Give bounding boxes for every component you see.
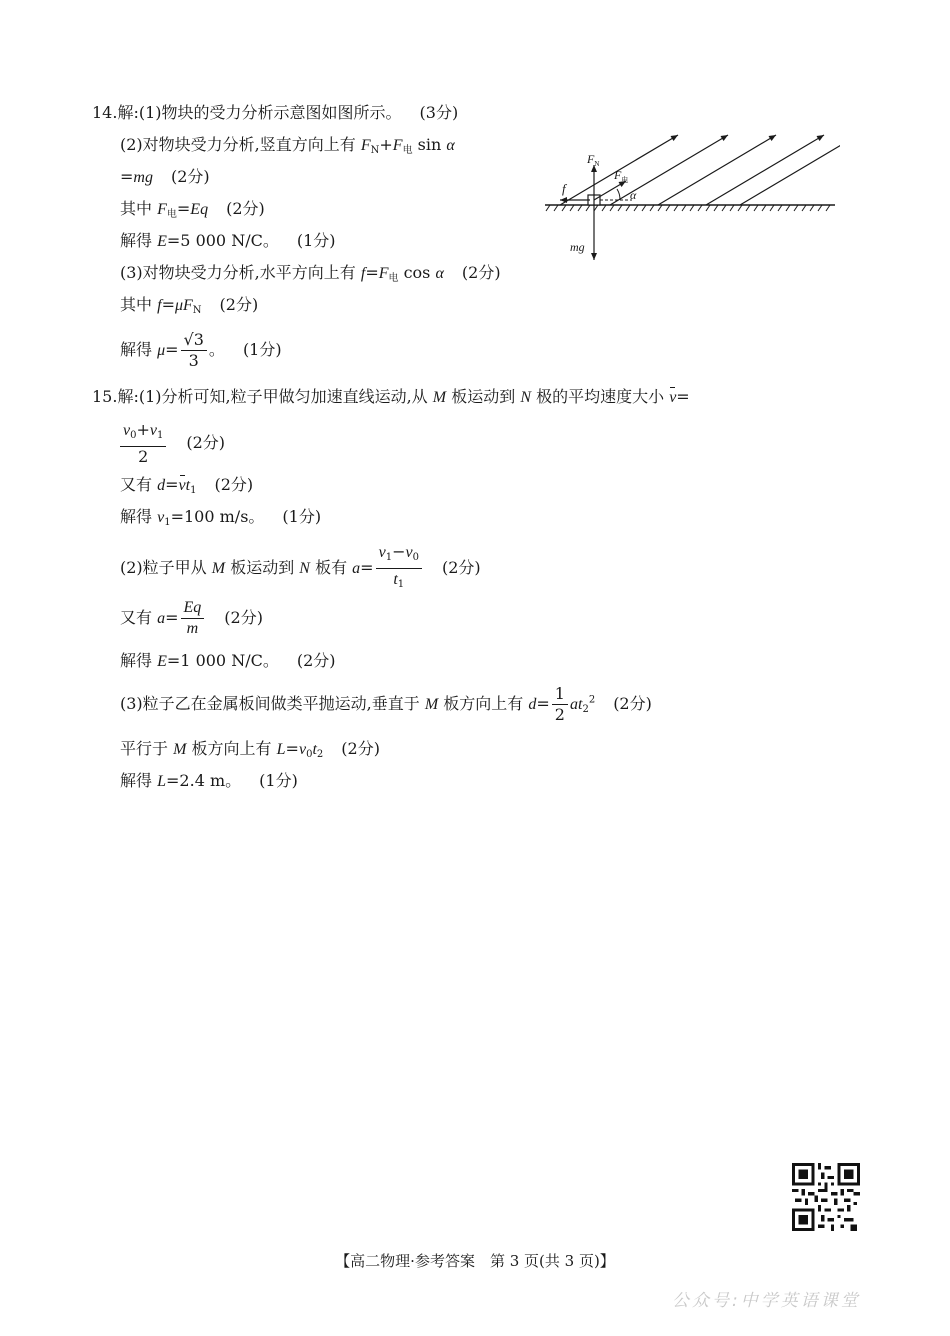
q14-line-1: 14.解:(1)物块的受力分析示意图如图所示。 (3分) [92,103,459,122]
fraction-eq-over-m: $\frac{Eq}{m}$ [181,598,205,639]
q15-line-6: 又有 a= $\frac{Eq}{m}$ (2分) [120,599,263,637]
fraction-v0-plus-v1-over-2: $\frac{v_0+v_1}{2}$ [120,420,166,467]
angle-arc [617,189,620,200]
q14-line-3: =mg (2分) [120,167,210,186]
q15-line-5: (2)粒子甲从 M 板运动到 N 板有 a= $\frac{v_1-v_0}{t_1}$ (2分) [120,542,481,595]
q15-line-2: $\frac{v_0+v_1}{2}$ (2分) [118,420,225,467]
ground-hatching [546,205,830,211]
q15-line-8: (3)粒子乙在金属板间做类平抛运动,垂直于 M 板方向上有 d= $\frac{1}{2}$ $at_2^2$ (2分) [120,684,652,724]
label-fe: $F_电$ [614,168,629,184]
q15-line-1: 15.解:(1)分析可知,粒子甲做匀加速直线运动,从 M 板运动到 N 极的平均速度大小 v= [92,387,690,406]
fraction-one-half: $\frac{1}{2}$ [552,684,568,725]
electric-field-lines [560,135,840,205]
force-diagram [540,125,840,265]
q14-line-2: (2)对物块受力分析,竖直方向上有 $F_N+F_电$ sin α [120,135,455,156]
watermark: 公众号:中学英语课堂 [672,1291,861,1311]
q14-line-4: 其中 $F_电=Eq$ (2分) [120,199,265,220]
label-fn: $F_N$ [587,152,600,168]
qr-code-icon [792,1163,860,1231]
fraction-sqrt3-over-3: $\frac{√3}{3}$ [181,330,207,371]
q15-line-4: 解得 $v_1=100$ m/s。 (1分) [120,507,322,528]
q15-line-9: 平行于 M 板方向上有 $L=v_0t_2$ (2分) [120,739,380,760]
q14-line-6: (3)对物块受力分析,水平方向上有 $f=F_电$ cos α (2分) [120,263,501,284]
q14-line-8: 解得 μ= $\frac{√3}{3}$ 。 (1分) [120,330,282,370]
q14-line-7: 其中 $f=\mu F_N$ (2分) [120,295,259,316]
label-friction: f [562,181,566,196]
q15-line-7: 解得 E=1 000 N/C。 (2分) [120,651,336,670]
page-footer: 【高二物理·参考答案 第 3 页(共 3 页)】 [335,1252,615,1270]
q14-line-5: 解得 E=5 000 N/C。 (1分) [120,231,336,250]
label-alpha: α [630,188,637,202]
fraction-v1-minus-v0-over-t1: $\frac{v_1-v_0}{t_1}$ [376,542,422,595]
label-mg: mg [570,240,585,254]
q15-line-3: 又有 $d=vt_1$ (2分) [120,475,254,496]
q15-line-10: 解得 L=2.4 m。 (1分) [120,771,298,790]
